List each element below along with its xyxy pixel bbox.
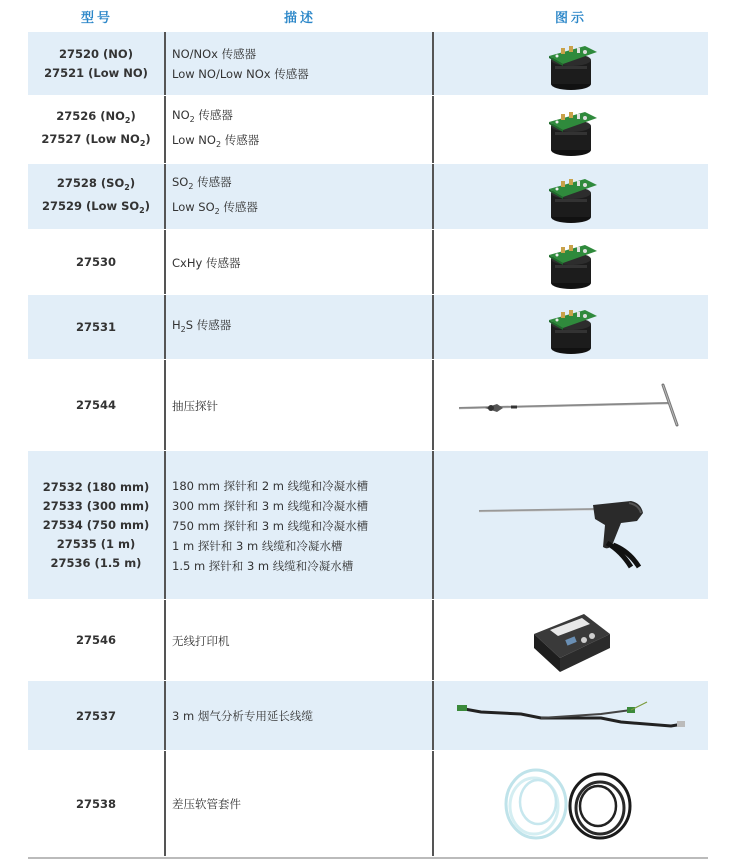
table-row bbox=[28, 230, 708, 295]
description-text: 180 mm 探针和 2 m 线缆和冷凝水槽 bbox=[172, 478, 369, 493]
model-cell bbox=[28, 96, 166, 164]
model-number: 27529 (Low $SO_2$) bbox=[41, 199, 151, 215]
model-cell bbox=[28, 681, 166, 751]
image-cell bbox=[434, 451, 708, 600]
description-text: 300 mm 探针和 3 m 线缆和冷凝水槽 bbox=[172, 498, 369, 513]
table-row bbox=[28, 681, 708, 751]
t-handle-probe-image bbox=[451, 381, 691, 431]
description-text: 差压软管套件 bbox=[172, 797, 241, 811]
image-cell bbox=[434, 600, 708, 681]
description-text: Low $NO_2$ 传感器 bbox=[172, 133, 260, 149]
description-cell bbox=[166, 96, 434, 164]
model-cell bbox=[28, 751, 166, 857]
model-number: 27521 (Low NO) bbox=[44, 66, 148, 80]
header-description: 描述 bbox=[283, 10, 316, 26]
image-cell bbox=[434, 360, 708, 451]
model-cell bbox=[28, 164, 166, 230]
table-row bbox=[28, 164, 708, 230]
image-cell bbox=[434, 32, 708, 96]
model-number: 27531 bbox=[75, 320, 116, 334]
model-number: 27546 bbox=[75, 633, 116, 647]
model-number: 27526 $(NO_2)$ bbox=[56, 109, 136, 125]
gas-sensor-image bbox=[541, 36, 601, 92]
table-row bbox=[28, 451, 708, 600]
description-cell bbox=[166, 681, 434, 751]
model-number: 27544 bbox=[75, 398, 116, 412]
table-row bbox=[28, 600, 708, 681]
model-cell bbox=[28, 600, 166, 681]
model-number: 27537 bbox=[75, 708, 116, 723]
table-row bbox=[28, 32, 708, 96]
description-text: 1 m 探针和 3 m 线缆和冷凝水槽 bbox=[172, 538, 343, 553]
table-row bbox=[28, 96, 708, 164]
description-text: Low $SO_2$ 传感器 bbox=[172, 200, 258, 216]
description-text: CxHy 传感器 bbox=[172, 255, 241, 270]
gas-sensor-image bbox=[541, 235, 601, 291]
image-cell bbox=[434, 96, 708, 164]
description-cell bbox=[166, 751, 434, 857]
extension-cable-image bbox=[451, 696, 691, 736]
image-cell bbox=[434, 164, 708, 230]
model-cell bbox=[28, 32, 166, 96]
model-number: 27527 (Low $NO_2$) bbox=[41, 132, 151, 148]
description-text: 750 mm 探针和 3 m 线缆和冷凝水槽 bbox=[172, 518, 369, 533]
table-row bbox=[28, 360, 708, 451]
model-cell bbox=[28, 230, 166, 295]
gas-sensor-image bbox=[541, 169, 601, 225]
header-image: 图示 bbox=[554, 10, 587, 26]
image-cell bbox=[434, 230, 708, 295]
description-cell bbox=[166, 600, 434, 681]
model-number: 27536 (1.5 m) bbox=[50, 556, 142, 570]
description-text: $SO_2$ 传感器 bbox=[172, 175, 232, 191]
table-header bbox=[28, 0, 708, 32]
model-number: 27538 bbox=[75, 796, 116, 811]
description-cell bbox=[166, 451, 434, 600]
description-cell bbox=[166, 32, 434, 96]
image-cell bbox=[434, 295, 708, 360]
description-text: $NO_2$ 传感器 bbox=[172, 108, 233, 124]
table-row bbox=[28, 751, 708, 857]
gun-handle-probe-image bbox=[471, 481, 671, 571]
description-cell bbox=[166, 295, 434, 360]
model-number: 27520 (NO) bbox=[59, 47, 133, 61]
description-cell bbox=[166, 164, 434, 230]
hose-kit-image bbox=[496, 758, 646, 850]
header-model: 型号 bbox=[80, 10, 113, 26]
description-text: Low NO/Low NOx 传感器 bbox=[172, 67, 309, 81]
model-number: 27530 bbox=[75, 255, 116, 269]
description-text: 3 m 烟气分析专用延长线缆 bbox=[172, 709, 313, 723]
description-text: $H_2S$ 传感器 bbox=[172, 318, 232, 334]
table-row bbox=[28, 295, 708, 360]
description-text: 无线打印机 bbox=[172, 633, 230, 648]
gas-sensor-image bbox=[541, 300, 601, 356]
image-cell bbox=[434, 681, 708, 751]
model-cell bbox=[28, 360, 166, 451]
description-cell bbox=[166, 230, 434, 295]
model-number: 27534 (750 mm) bbox=[42, 518, 150, 532]
description-text: 抽压探针 bbox=[172, 398, 218, 413]
model-number: 27533 (300 mm) bbox=[42, 499, 150, 513]
model-number: 27528 $(SO_2)$ bbox=[56, 176, 136, 192]
gas-sensor-image bbox=[541, 102, 601, 158]
description-cell bbox=[166, 360, 434, 451]
description-text: NO/NOx 传感器 bbox=[172, 47, 257, 61]
model-number: 27532 (180 mm) bbox=[42, 480, 150, 494]
description-text: 1.5 m 探针和 3 m 线缆和冷凝水槽 bbox=[172, 558, 354, 573]
printer-image bbox=[526, 606, 616, 676]
model-cell bbox=[28, 451, 166, 600]
model-cell bbox=[28, 295, 166, 360]
model-number: 27535 (1 m) bbox=[56, 537, 136, 551]
image-cell bbox=[434, 751, 708, 857]
